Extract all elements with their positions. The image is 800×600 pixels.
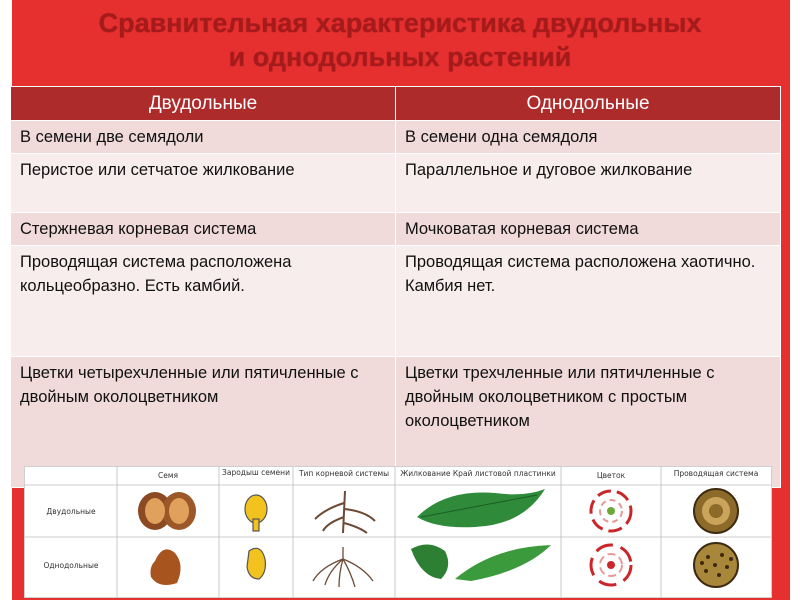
monocot-vascular-image bbox=[694, 543, 738, 587]
table-cell: Перистое или сетчатое жилкование bbox=[11, 154, 396, 213]
col-label-venation: Жилкование Край листовой пластинки bbox=[400, 469, 556, 478]
comparison-table bbox=[10, 86, 781, 488]
slide-title bbox=[20, 6, 780, 74]
row-label-dicots: Двудольные bbox=[46, 507, 96, 516]
monocot-flower-image bbox=[591, 545, 631, 585]
table-row bbox=[11, 246, 781, 357]
table-header-row bbox=[11, 87, 781, 121]
row-label-monocots: Однодольные bbox=[43, 561, 99, 570]
col-label-root: Тип корневой системы bbox=[298, 469, 390, 478]
col-label-vascular: Проводящая система bbox=[673, 469, 759, 478]
header-dicots: Двудольные bbox=[11, 87, 396, 121]
dicot-vascular-image bbox=[694, 489, 738, 533]
comparison-illustration bbox=[24, 466, 772, 598]
table-cell: Проводящая система расположена кольцеобразно. Есть камбий. bbox=[11, 246, 396, 357]
taproot-image bbox=[315, 491, 375, 533]
header-monocots: Однодольные bbox=[396, 87, 781, 121]
monocot-seed-image bbox=[151, 549, 181, 585]
table-row bbox=[11, 121, 781, 154]
table-cell: Параллельное и дуговое жилкование bbox=[396, 154, 781, 213]
monocot-embryo-image bbox=[247, 548, 265, 579]
title-line-2: и однодольных растений bbox=[228, 42, 572, 72]
table-cell: Стержневая корневая система bbox=[11, 213, 396, 246]
table-cell: Цветки трехчленные или пятичленные с двойным околоцветником с простым околоцветником bbox=[396, 357, 781, 488]
col-label-flower: Цветок bbox=[596, 471, 626, 480]
dicot-seed-image bbox=[138, 492, 196, 530]
col-label-seed: Семя bbox=[157, 471, 179, 480]
table-cell: В семени две семядоли bbox=[11, 121, 396, 154]
table-row bbox=[11, 213, 781, 246]
col-label-embryo: Зародыш семени bbox=[222, 468, 290, 477]
table-cell: Проводящая система расположена хаотично. Камбия нет. bbox=[396, 246, 781, 357]
dicot-flower-image bbox=[591, 491, 631, 531]
title-line-1: Сравнительная характеристика двудольных bbox=[98, 8, 702, 38]
illustration-svg bbox=[25, 467, 771, 597]
table-cell: В семени одна семядоля bbox=[396, 121, 781, 154]
table-cell: Мочковатая корневая система bbox=[396, 213, 781, 246]
fibrous-root-image bbox=[313, 547, 373, 587]
dicot-embryo-image bbox=[245, 495, 267, 531]
table-cell: Цветки четырехчленные или пятичленные с двойным околоцветником bbox=[11, 357, 396, 488]
table-row bbox=[11, 154, 781, 213]
monocot-leaf-image bbox=[411, 544, 551, 581]
right-border bbox=[790, 0, 800, 600]
dicot-leaf-image bbox=[417, 489, 545, 527]
